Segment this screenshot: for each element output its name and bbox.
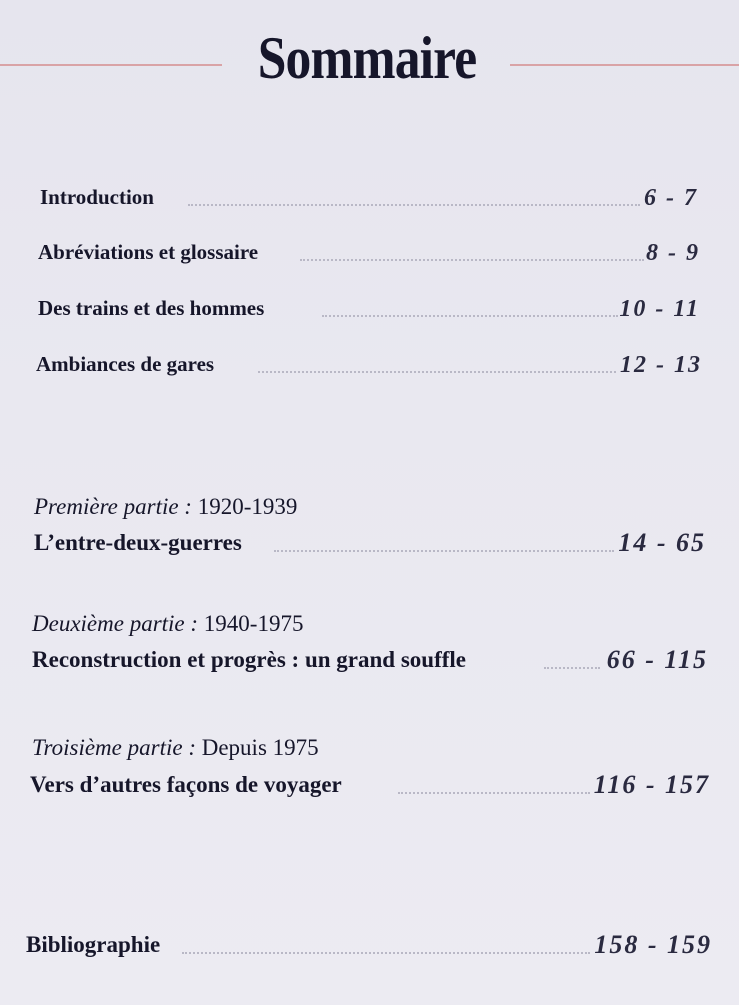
- part-name: Troisième partie :: [32, 735, 196, 760]
- toc-entry-part-1[interactable]: [34, 522, 706, 562]
- part-heading-1: [34, 494, 297, 520]
- toc-entry-label: Vers d’autres façons de voyager: [30, 772, 342, 797]
- title-block: [0, 18, 739, 98]
- toc-entry-part-2[interactable]: [32, 639, 708, 679]
- toc-entry-label: Des trains et des hommes: [38, 296, 265, 320]
- part-name: Deuxième partie :: [32, 611, 199, 636]
- dot-leader: [188, 204, 640, 206]
- part-heading-2: [32, 611, 303, 637]
- dot-leader: [544, 667, 600, 669]
- dot-leader: [258, 371, 616, 373]
- toc-entry-pages: 116 - 157: [593, 770, 710, 799]
- title-rule-right: [510, 64, 739, 66]
- dot-leader: [182, 952, 590, 954]
- toc-entry-pages: 12 - 13: [620, 352, 702, 378]
- page-title: Sommaire: [257, 25, 477, 91]
- dot-leader: [398, 792, 590, 794]
- toc-entry-pages: 10 - 11: [619, 296, 700, 322]
- toc-entry-pages: 158 - 159: [594, 930, 712, 959]
- toc-entry-pages: 8 - 9: [646, 240, 700, 266]
- toc-entry-introduction[interactable]: [40, 176, 698, 216]
- part-period: 1940-1975: [198, 611, 304, 636]
- toc-entry-label: Bibliographie: [26, 932, 161, 957]
- toc-entry-label: Abréviations et glossaire: [38, 240, 259, 264]
- toc-entry-ambiances[interactable]: [36, 343, 702, 383]
- dot-leader: [322, 315, 618, 317]
- toc-entry-pages: 66 - 115: [606, 645, 708, 674]
- dot-leader: [300, 259, 644, 261]
- toc-entry-part-3[interactable]: [30, 764, 710, 804]
- part-name: Première partie :: [34, 494, 192, 519]
- toc-entry-label: Reconstruction et progrès : un grand souffle: [32, 647, 466, 672]
- title-rule-left: [0, 64, 222, 66]
- part-period: Depuis 1975: [195, 735, 319, 760]
- toc-entry-label: L’entre-deux-guerres: [34, 530, 242, 555]
- dot-leader: [274, 550, 614, 552]
- toc-entry-bibliographie[interactable]: [26, 924, 712, 964]
- toc-entry-label: Ambiances de gares: [36, 352, 215, 376]
- toc-entry-pages: 14 - 65: [618, 528, 706, 557]
- toc-entry-abbreviations[interactable]: [38, 231, 700, 271]
- part-period: 1920-1939: [191, 494, 298, 519]
- toc-entry-label: Introduction: [40, 185, 154, 209]
- part-heading-3: [32, 735, 319, 761]
- toc-entry-pages: 6 - 7: [644, 185, 698, 211]
- toc-entry-trains-hommes[interactable]: [38, 287, 700, 327]
